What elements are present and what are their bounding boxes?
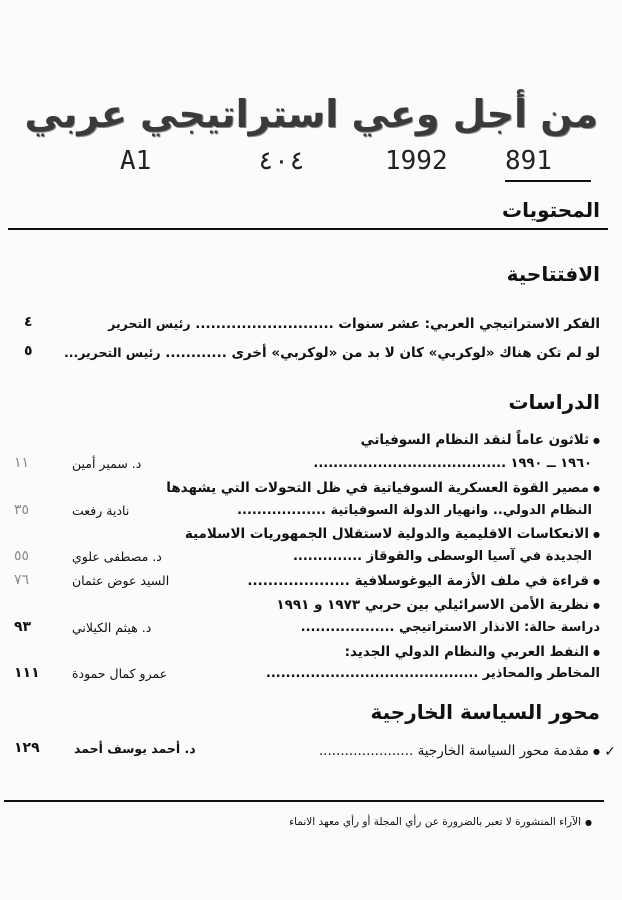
- opening-entry-2-page: ٥: [24, 343, 33, 359]
- study-1-page: ١١: [14, 455, 30, 471]
- study-6-subtitle: المخاطر والمحاذير ...........................................: [265, 666, 600, 681]
- study-2-page: ٣٥: [14, 502, 30, 518]
- handwritten-issue: A1: [120, 146, 152, 176]
- opening-entry-1: [108, 316, 600, 332]
- handwritten-year: 1992: [385, 146, 448, 176]
- foreign-entry-1-author: د. أحمد يوسف أحمد: [74, 741, 196, 756]
- handwritten-code: ٤٠٤: [258, 146, 305, 176]
- opening-entry-2: [64, 345, 600, 361]
- study-3-page: ٥٥: [14, 548, 30, 564]
- study-2-subtitle: النظام الدولي.. وانهيار الدولة السوفياتية ..................: [237, 503, 592, 518]
- entry-text: لو لم تكن هناك «لوكربي» كان لا بد من «لوكربي» أخرى ............: [165, 345, 600, 361]
- opening-entry-1-page: ٤: [24, 314, 33, 330]
- entry-author: رئيس التحرير...: [63, 345, 161, 360]
- footnote: ● الآراء المنشورة لا تعبر بالضرورة عن رأي المجلة أو رأي معهد الانماء: [289, 816, 592, 828]
- handwritten-ref: 891: [505, 146, 552, 176]
- study-4-author: السيد عوض عثمان: [72, 573, 170, 588]
- study-5-subtitle: دراسة حالة: الانذار الاستراتيجي ...................: [300, 620, 600, 635]
- study-6-title: ● النفط العربي والنظام الدولي الجديد:: [345, 644, 600, 660]
- study-4-title: ● قراءة في ملف الأزمة اليوغوسلافية ....................: [247, 573, 600, 589]
- study-2-title: ● مصير القوة العسكرية السوفياتية في ظل التحولات التي يشهدها: [166, 480, 600, 496]
- study-1-subtitle: ١٩٦٠ ــ ١٩٩٠ .......................................: [313, 456, 592, 471]
- study-5-author: د. هيثم الكيلاني: [72, 620, 152, 635]
- masthead-title: من أجل وعي استراتيجي عربي: [24, 92, 598, 136]
- handwritten-underline: [505, 180, 591, 182]
- study-1-author: د. سمير أمين: [72, 456, 142, 471]
- study-2-author: نادية رفعت: [72, 503, 130, 518]
- studies-title: الدراسات: [508, 390, 600, 414]
- contents-title: المحتويات: [501, 198, 600, 222]
- study-3-author: د. مصطفى علوي: [72, 549, 162, 564]
- study-5-title: ● نظرية الأمن الاسرائيلي بين حربي ١٩٧٣ و ١٩٩١: [276, 597, 600, 613]
- foreign-policy-title: محور السياسة الخارجية: [370, 700, 600, 724]
- study-4-page: ٧٦: [14, 572, 30, 588]
- study-5-page: ٩٣: [14, 619, 32, 635]
- study-1-title: ● ثلاثون عاماً لنقد النظام السوفياتي: [361, 432, 600, 448]
- opening-title: الافتتاحية: [506, 262, 600, 286]
- study-6-author: عمرو كمال حمودة: [72, 666, 168, 681]
- study-3-title: ● الانعكاسات الاقليمية والدولية لاستقلال الجمهوريات الاسلامية: [185, 526, 600, 542]
- entry-text: الفكر الاستراتيجي العربي: عشر سنوات ...........................: [195, 316, 600, 332]
- contents-rule: [8, 228, 608, 230]
- footnote-rule: [4, 800, 604, 802]
- foreign-entry-1: ● مقدمة محور السياسة الخارجية ......................: [319, 743, 600, 759]
- check-mark-icon: ✓: [604, 744, 616, 760]
- foreign-entry-1-page: ١٢٩: [14, 740, 40, 756]
- entry-author: رئيس التحرير: [108, 316, 191, 331]
- study-6-page: ١١١: [14, 665, 40, 681]
- study-3-subtitle: الجديدة في آسيا الوسطى والقوقاز ..............: [292, 549, 592, 564]
